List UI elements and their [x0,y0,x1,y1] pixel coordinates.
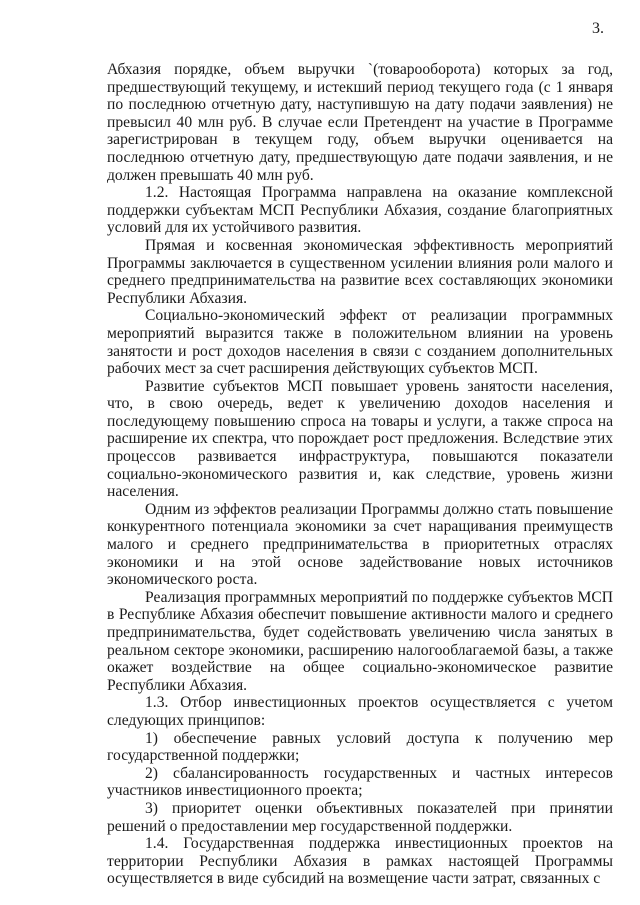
paragraph-implementation: Реализация программных мероприятий по поддержке субъектов МСП в Республике Абхазия обеспечит повышение активности малого и среднего предпринимательства, будет содействовать увеличению числа занятых в реальном секторе экономики, расширению налогооблагаемой базы, а также окажет воздействие на общее социально-экономическое развитие Республики Абхазия. [107,588,613,694]
list-item-principle-2: 2) сбалансированность государственных и частных интересов участников инвестиционного проекта; [107,764,613,800]
paragraph-efficiency: Прямая и косвенная экономическая эффективность мероприятий Программы заключается в существенном усилении влияния роли малого и среднего предпринимательства на развитие всех составляющих экономики Республики Абхазия. [107,236,613,307]
document-body [107,61,613,888]
paragraph-development: Развитие субъектов МСП повышает уровень занятости населения, что, в свою очередь, ведет к увеличению доходов населения и последующему повышению спроса на товары и услуги, а также спроса на расширение их спектра, что порождает рост предложения. Вследствие этих процессов развивается инфраструктура, повышаются показатели социально-экономического развития и, как следствие, уровень жизни населения. [107,377,613,501]
list-item-principle-3: 3) приоритет оценки объективных показателей при принятии решений о предоставлении мер государственной поддержки. [107,799,613,835]
paragraph-1-3: 1.3. Отбор инвестиционных проектов осуществляется с учетом следующих принципов: [107,694,613,729]
paragraph-competitiveness: Одним из эффектов реализации Программы должно стать повышение конкурентного потенциала экономики за счет наращивания преимуществ малого и среднего предпринимательства в приоритетных отраслях экономики и на этой основе задействование новых источников экономического роста. [107,500,613,589]
paragraph-continuation: Абхазия порядке, объем выручки `(товарооборота) которых за год, предшествующий текущему, и истекший период текущего года (с 1 января по последнюю отчетную дату, наступившую на дату подачи заявления) не превысил 40 млн руб. В случае если Претендент на участие в Программе зарегистрирован в текущем году, объем выручки оценивается на последнюю отчетную дату, предшествующую дате подачи заявления, и не должен превышать 40 млн руб. [107,61,613,184]
paragraph-social-effect: Социально-экономический эффект от реализации программных мероприятий выразится также в положительном влиянии на уровень занятости и рост доходов населения в связи с созданием дополнительных рабочих мест за счет расширения действующих субъектов МСП. [107,307,613,378]
paragraph-1-2: 1.2. Настоящая Программа направлена на оказание комплексной поддержки субъектам МСП Республики Абхазия, создание благоприятных условий для их устойчивого развития. [107,184,613,237]
list-item-principle-1: 1) обеспечение равных условий доступа к получению мер государственной поддержки; [107,729,613,765]
page-number: 3. [592,20,604,37]
paragraph-1-4: 1.4. Государственная поддержка инвестиционных проектов на территории Республики Абхазия в рамках настоящей Программы осуществляется в виде субсидий на возмещение части затрат, связанных с [107,835,613,888]
